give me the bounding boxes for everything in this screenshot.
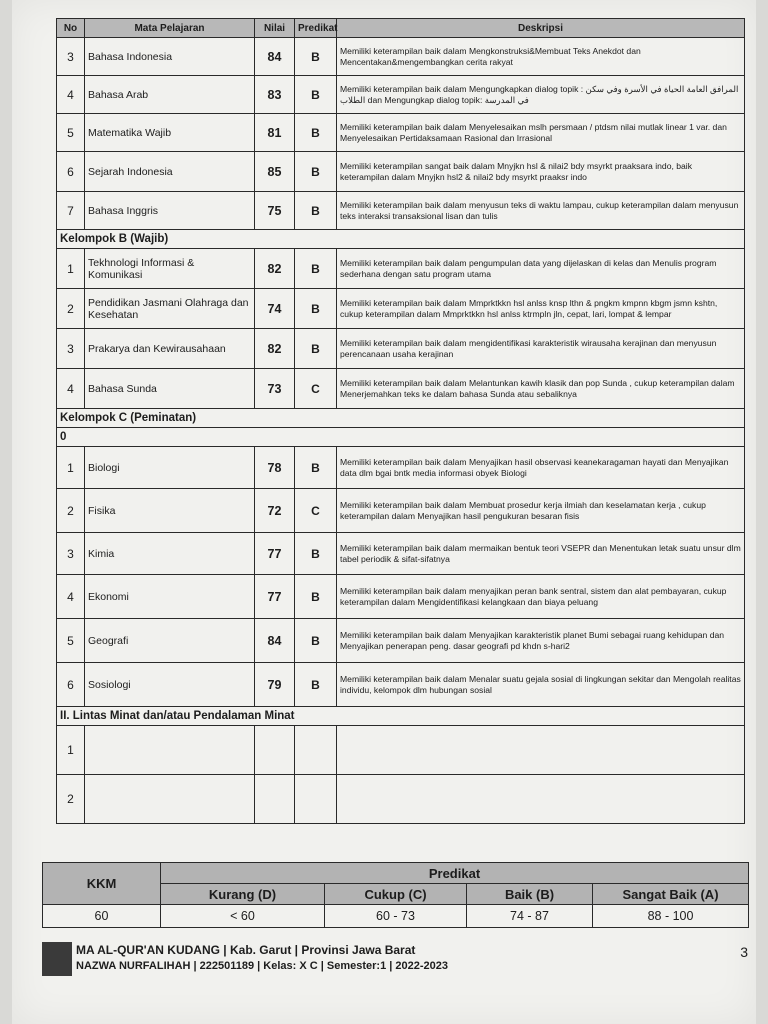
grade-predicate: B — [295, 329, 337, 369]
grade-description: Memiliki keterampilan baik dalam mermaikan bentuk teori VSEPR dan Menentukan letak suatu unsur dlm tabel periodik & sifat-sifatnya — [337, 533, 745, 575]
grade-predicate: C — [295, 369, 337, 409]
grade-value: 73 — [255, 369, 295, 409]
grade-description: Memiliki keterampilan sangat baik dalam Mnyjkn hsl & nilai2 bdy msyrkt praaksara indo, baik keterampilan dalam Mnyjkn hsl2 & nilai2 bdy msyrkt praaksr indo — [337, 152, 745, 192]
subject-name: Geografi — [85, 619, 255, 663]
row-number: 2 — [57, 489, 85, 533]
page-number: 3 — [740, 944, 748, 960]
footer-bar — [42, 942, 72, 976]
grade-description: Memiliki keterampilan baik dalam Menyelesaikan mslh persmaan / ptdsm nilai mutlak linear 1 var. dan Menyelesaikan Pertidaksamaan Rasional dan Irrasional — [337, 114, 745, 152]
grade-value: 84 — [255, 619, 295, 663]
row-number: 2 — [57, 289, 85, 329]
grade-description: Memiliki keterampilan baik dalam menyajikan peran bank sentral, sistem dan alat pembayaran, cukup keterampilan dalam Mengidentifikasi kelangkaan dan biaya peluang — [337, 575, 745, 619]
range-baik: 74 - 87 — [467, 905, 593, 928]
table-row — [57, 575, 745, 619]
grade-value: 79 — [255, 663, 295, 707]
grade-description: Memiliki keterampilan baik dalam Menalar suatu gejala sosial di lingkungan sekitar dan Mengolah realitas individu, kelompok dlm hubungan sosial — [337, 663, 745, 707]
row-number: 6 — [57, 663, 85, 707]
row-number: 7 — [57, 192, 85, 230]
subject-name: Bahasa Arab — [85, 76, 255, 114]
grade-description: Memiliki keterampilan baik dalam Mengungkapkan dialog topik : المرافق العامة الحياة في الأسرة وفي سكن الطلاب dan Mengungkap dialog topik: في المدرسة — [337, 76, 745, 114]
school-info: MA AL-QUR'AN KUDANG | Kab. Garut | Provinsi Jawa Barat — [76, 943, 416, 957]
grade-predicate: B — [295, 114, 337, 152]
grade-predicate: B — [295, 289, 337, 329]
header-no: No — [57, 19, 85, 38]
table-header-row — [57, 19, 745, 38]
grade-value: 82 — [255, 329, 295, 369]
group-c-title: Kelompok C (Peminatan) — [57, 409, 745, 428]
grade-value: 81 — [255, 114, 295, 152]
subject-name: Bahasa Inggris — [85, 192, 255, 230]
header-subject: Mata Pelajaran — [85, 19, 255, 38]
row-number: 2 — [57, 775, 85, 824]
empty-cell — [85, 726, 255, 775]
grade-value: 77 — [255, 575, 295, 619]
row-number: 3 — [57, 329, 85, 369]
table-row — [57, 663, 745, 707]
grade-value: 82 — [255, 249, 295, 289]
table-row — [57, 289, 745, 329]
grade-description: Memiliki keterampilan baik dalam Menyajikan karakteristik planet Bumi sebagai ruang kehidupan dan Menyajikan penerapan peng. dasar geografi pd khdn s-hari2 — [337, 619, 745, 663]
grade-description: Memiliki keterampilan baik dalam Mengkonstruksi&Membuat Teks Anekdot dan Mencentakan&mengembangkan cerita rakyat — [337, 38, 745, 76]
table-row — [57, 114, 745, 152]
empty-cell — [337, 775, 745, 824]
table-row — [57, 726, 745, 775]
header-predicate: Predikat — [295, 19, 337, 38]
grade-table — [56, 18, 745, 824]
row-number: 6 — [57, 152, 85, 192]
table-row — [57, 619, 745, 663]
row-number: 1 — [57, 447, 85, 489]
grade-value: 77 — [255, 533, 295, 575]
row-number: 1 — [57, 726, 85, 775]
table-row — [57, 489, 745, 533]
grade-predicate: B — [295, 38, 337, 76]
row-number: 3 — [57, 533, 85, 575]
subject-name: Ekonomi — [85, 575, 255, 619]
table-row — [57, 533, 745, 575]
grade-predicate: B — [295, 533, 337, 575]
subject-name: Bahasa Sunda — [85, 369, 255, 409]
grade-value: 84 — [255, 38, 295, 76]
section-row — [57, 230, 745, 249]
grade-value: 72 — [255, 489, 295, 533]
subject-name: Fisika — [85, 489, 255, 533]
range-kurang: < 60 — [161, 905, 325, 928]
subject-name: Prakarya dan Kewirausahaan — [85, 329, 255, 369]
category-kurang: Kurang (D) — [161, 884, 325, 905]
row-number: 4 — [57, 369, 85, 409]
subject-name: Bahasa Indonesia — [85, 38, 255, 76]
table-row — [57, 192, 745, 230]
grade-predicate: B — [295, 76, 337, 114]
student-info: NAZWA NURFALIHAH | 222501189 | Kelas: X C | Semester:1 | 2022-2023 — [76, 960, 449, 972]
row-number: 4 — [57, 76, 85, 114]
empty-cell — [85, 775, 255, 824]
grade-value: 74 — [255, 289, 295, 329]
category-sangat-baik: Sangat Baik (A) — [593, 884, 749, 905]
section-row — [57, 707, 745, 726]
row-number: 5 — [57, 114, 85, 152]
range-cukup: 60 - 73 — [325, 905, 467, 928]
grade-description: Memiliki keterampilan baik dalam pengumpulan data yang dijelaskan di kelas dan Menulis program sederhana dengan satu program utama — [337, 249, 745, 289]
kkm-table — [42, 862, 749, 928]
empty-cell — [255, 775, 295, 824]
header-value: Nilai — [255, 19, 295, 38]
empty-cell — [295, 775, 337, 824]
grade-value: 85 — [255, 152, 295, 192]
grade-predicate: B — [295, 192, 337, 230]
row-number: 5 — [57, 619, 85, 663]
table-row — [57, 329, 745, 369]
grade-description: Memiliki keterampilan baik dalam Mmprktkkn hsl anlss knsp lthn & pngkm kmpnn kbgm jsmn kshtn, cukup keterampilan dalam Mmprktkkn hsl anlss ktrmpln jln, cepat, lari, lompat & lempar — [337, 289, 745, 329]
grade-predicate: B — [295, 619, 337, 663]
table-row — [57, 38, 745, 76]
empty-cell — [255, 726, 295, 775]
grade-description: Memiliki keterampilan baik dalam Melantunkan kawih klasik dan pop Sunda , cukup keterampilan dalam Menerjemahkan teks ke dalam bahasa Sunda atau sebaliknya — [337, 369, 745, 409]
grade-predicate: B — [295, 575, 337, 619]
table-row — [57, 76, 745, 114]
subject-name: Pendidikan Jasmani Olahraga dan Kesehatan — [85, 289, 255, 329]
grade-description: Memiliki keterampilan baik dalam menyusun teks di waktu lampau, cukup keterampilan dalam menyusun teks interaksi transaksional lisan dan tulis — [337, 192, 745, 230]
section-2-title: II. Lintas Minat dan/atau Pendalaman Minat — [57, 707, 745, 726]
table-row — [57, 369, 745, 409]
group-b-title: Kelompok B (Wajib) — [57, 230, 745, 249]
header-description: Deskripsi — [337, 19, 745, 38]
section-row — [57, 428, 745, 447]
category-cukup: Cukup (C) — [325, 884, 467, 905]
empty-cell — [295, 726, 337, 775]
subject-name: Biologi — [85, 447, 255, 489]
grade-predicate: B — [295, 663, 337, 707]
subject-name: Sejarah Indonesia — [85, 152, 255, 192]
row-number: 4 — [57, 575, 85, 619]
grade-predicate: B — [295, 249, 337, 289]
grade-value: 83 — [255, 76, 295, 114]
grade-description: Memiliki keterampilan baik dalam Membuat prosedur kerja ilmiah dan keselamatan kerja , cukup keterampilan dalam Menyajikan hasil pengukuran besaran fisis — [337, 489, 745, 533]
page-footer — [42, 942, 754, 976]
report-page — [12, 0, 756, 1024]
range-sangat-baik: 88 - 100 — [593, 905, 749, 928]
grade-predicate: B — [295, 152, 337, 192]
group-c-subtitle: 0 — [57, 428, 745, 447]
row-number: 1 — [57, 249, 85, 289]
grade-predicate: C — [295, 489, 337, 533]
subject-name: Sosiologi — [85, 663, 255, 707]
kkm-label: KKM — [43, 863, 161, 905]
category-baik: Baik (B) — [467, 884, 593, 905]
subject-name: Tekhnologi Informasi & Komunikasi — [85, 249, 255, 289]
predikat-label: Predikat — [161, 863, 749, 884]
section-row — [57, 409, 745, 428]
row-number: 3 — [57, 38, 85, 76]
table-row — [57, 249, 745, 289]
subject-name: Kimia — [85, 533, 255, 575]
table-row — [57, 775, 745, 824]
grade-predicate: B — [295, 447, 337, 489]
grade-description: Memiliki keterampilan baik dalam Menyajikan hasil observasi keanekaragaman hayati dan Menyajikan data dlm bgai bntk media informasi obyek Biologi — [337, 447, 745, 489]
grade-value: 78 — [255, 447, 295, 489]
table-row — [57, 152, 745, 192]
kkm-value: 60 — [43, 905, 161, 928]
empty-cell — [337, 726, 745, 775]
table-row — [57, 447, 745, 489]
grade-description: Memiliki keterampilan baik dalam mengidentifikasi karakteristik wirausaha kerajinan dan menyusun perencanaan usaha kerajinan — [337, 329, 745, 369]
subject-name: Matematika Wajib — [85, 114, 255, 152]
grade-value: 75 — [255, 192, 295, 230]
